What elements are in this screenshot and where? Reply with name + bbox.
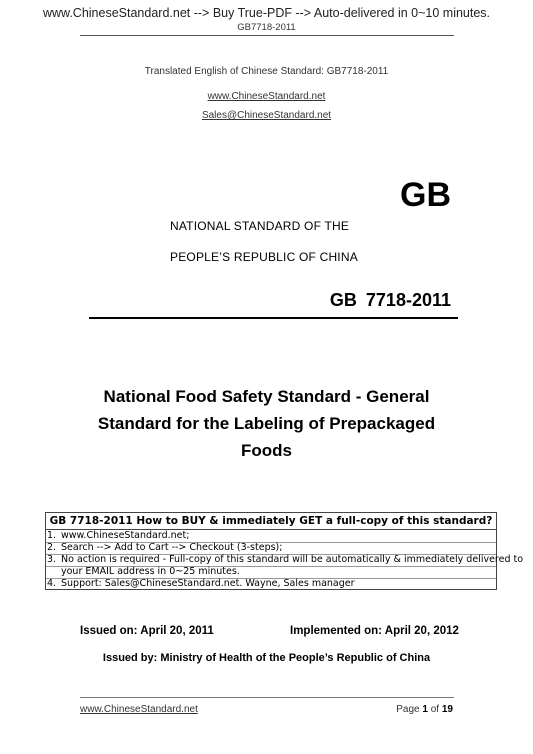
page-label: Page (396, 704, 423, 715)
step-number: 2. (47, 542, 57, 553)
implemented-date: Implemented on: April 20, 2012 (290, 625, 459, 637)
header-divider (80, 35, 454, 36)
step-number: 1. (47, 530, 57, 541)
buy-box-heading: GB 7718-2011 How to BUY & immediately GET a full-copy of this standard? (46, 513, 496, 530)
email-link-row (0, 105, 533, 123)
header-promo-text: www.ChineseStandard.net --> Buy True-PDF --> Auto-delivered in 0~10 minutes. (42, 6, 491, 20)
buy-step-4 (46, 578, 496, 590)
step-text: No action is required - Full-copy of this standard will be automatically & immediately delivered to (61, 554, 524, 565)
gb-mark: GB (400, 176, 451, 214)
title-line-2: Standard for the Labeling of Prepackaged (97, 414, 436, 433)
footer-divider (80, 697, 454, 698)
step-number: 4. (47, 578, 57, 589)
footer-website-link[interactable]: www.ChineseStandard.net (80, 704, 198, 715)
buy-instructions-box (45, 512, 524, 590)
document-title (0, 383, 533, 464)
page-current: 1 (422, 704, 428, 715)
step-text: your EMAIL address in 0~25 minutes. (61, 566, 240, 577)
translated-note: Translated English of Chinese Standard: GB7718-2011 (144, 66, 389, 77)
issuing-authority: Issued by: Ministry of Health of the People’s Republic of China (102, 652, 431, 664)
standard-number-divider (89, 317, 458, 319)
page-indicator (396, 704, 453, 715)
step-text: Support: Sales@ChineseStandard.net. Wayne, Sales manager (61, 578, 355, 589)
title-line-3: Foods (241, 441, 292, 460)
page-of: of (427, 704, 442, 715)
header-doc-code: GB7718-2011 (237, 22, 296, 33)
step-text[interactable]: www.ChineseStandard.net; (61, 530, 190, 541)
prc-label: PEOPLE’S REPUBLIC OF CHINA (170, 250, 358, 264)
page-total: 19 (441, 704, 453, 715)
website-link[interactable]: www.ChineseStandard.net (207, 91, 326, 102)
standard-number: GB 7718-2011 (329, 290, 451, 310)
title-line-1: National Food Safety Standard - General (103, 387, 430, 406)
email-link[interactable]: Sales@ChineseStandard.net (201, 110, 332, 121)
step-number: 3. (47, 554, 57, 565)
issued-date: Issued on: April 20, 2011 (80, 625, 214, 637)
step-text: Search --> Add to Cart --> Checkout (3-steps); (61, 542, 283, 553)
national-standard-label: NATIONAL STANDARD OF THE (170, 219, 350, 233)
website-link-row (0, 86, 533, 104)
